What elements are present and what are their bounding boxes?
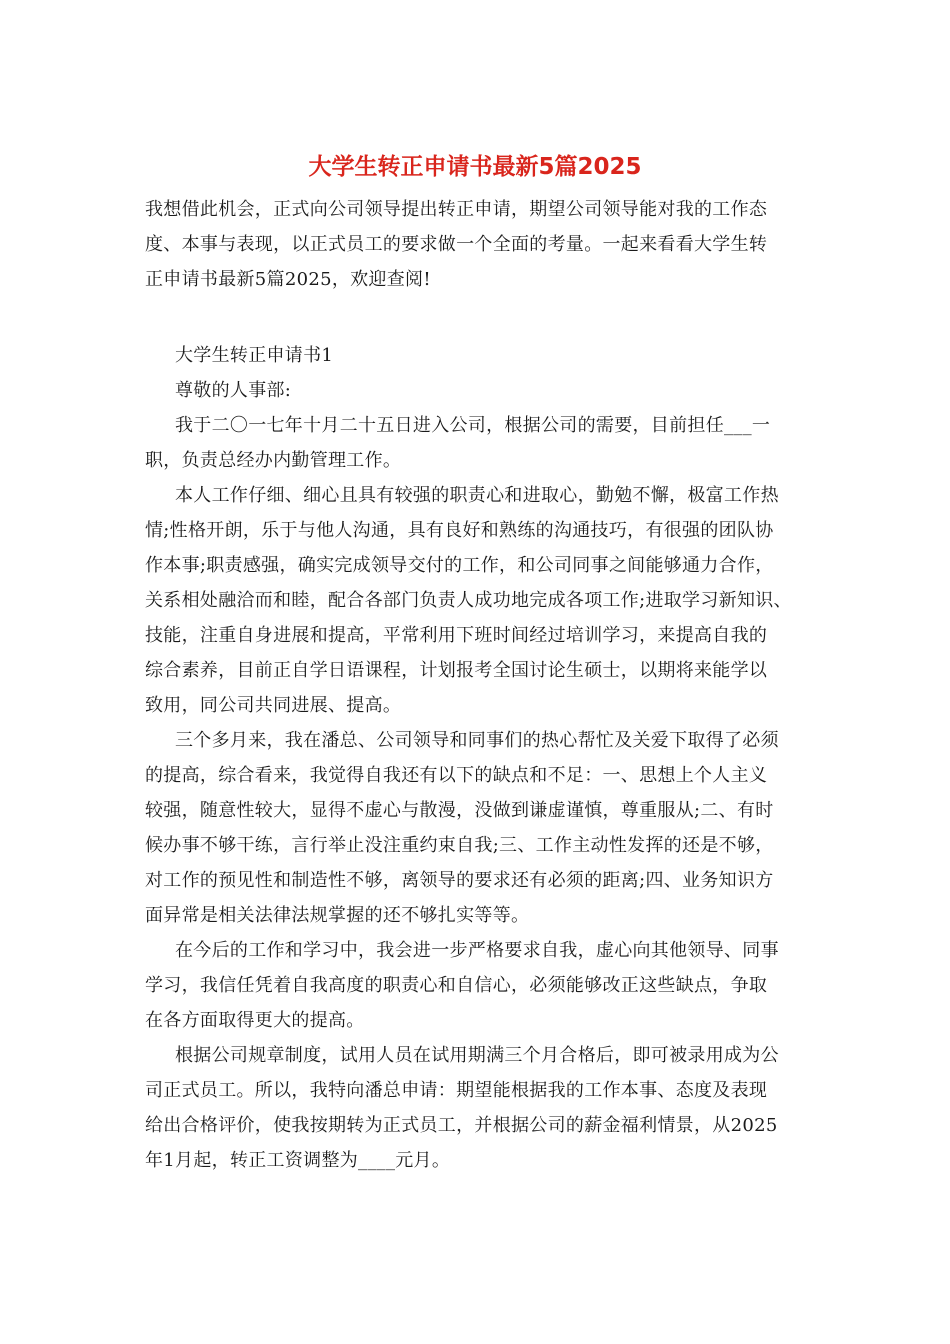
intro-line: 我想借此机会，正式向公司领导提出转正申请，期望公司领导能对我的工作态 xyxy=(145,199,768,220)
intro-line: 度、本事与表现，以正式员工的要求做一个全面的考量。一起来看看大学生转 xyxy=(145,234,768,255)
paragraph-line: 年1月起，转正工资调整为____元月。 xyxy=(145,1150,451,1171)
paragraph-line: 三个多月来，我在潘总、公司领导和同事们的热心帮忙及关爱下取得了必须 xyxy=(175,730,779,751)
letter-paragraph-2 xyxy=(145,478,817,723)
paragraph-line: 本人工作仔细、细心且具有较强的职责心和进取心，勤勉不懈，极富工作热 xyxy=(175,485,779,506)
paragraph-line: 综合素养，目前正自学日语课程，计划报考全国讨论生硕士，以期将来能学以 xyxy=(145,660,768,681)
letter-paragraph-1 xyxy=(145,408,817,478)
paragraph-line: 关系相处融洽而和睦，配合各部门负责人成功地完成各项工作;进取学习新知识、 xyxy=(145,590,792,611)
letter-paragraph-4 xyxy=(145,933,817,1038)
paragraph-line: 较强，随意性较大，显得不虚心与散漫，没做到谦虚谨慎，尊重服从;二、有时 xyxy=(145,800,774,821)
paragraph-line: 情;性格开朗，乐于与他人沟通，具有良好和熟练的沟通技巧，有很强的团队协 xyxy=(145,520,774,541)
paragraph-line: 对工作的预见性和制造性不够，离领导的要求还有必须的距离;四、业务知识方 xyxy=(145,870,774,891)
document-title: 大学生转正申请书最新5篇2025 xyxy=(308,154,642,180)
paragraph-line: 根据公司规章制度，试用人员在试用期满三个月合格后，即可被录用成为公 xyxy=(175,1045,779,1066)
paragraph-line: 学习，我信任凭着自我高度的职责心和自信心，必须能够改正这些缺点，争取 xyxy=(145,975,768,996)
paragraph-line: 司正式员工。所以，我特向潘总申请：期望能根据我的工作本事、态度及表现 xyxy=(145,1080,768,1101)
intro-line: 正申请书最新5篇2025，欢迎查阅! xyxy=(145,269,431,290)
paragraph-line: 面异常是相关法律法规掌握的还不够扎实等等。 xyxy=(145,905,530,926)
paragraph-line: 给出合格评价，使我按期转为正式员工，并根据公司的薪金福利情景，从2025 xyxy=(145,1115,778,1136)
letter-paragraph-5 xyxy=(145,1038,817,1178)
letter-body xyxy=(145,338,817,1178)
section-heading: 大学生转正申请书1 xyxy=(175,345,334,366)
paragraph-line: 在各方面取得更大的提高。 xyxy=(145,1010,365,1031)
intro-paragraph xyxy=(145,192,817,297)
paragraph-line: 职，负责总经办内勤管理工作。 xyxy=(145,450,402,471)
paragraph-line: 致用，同公司共同进展、提高。 xyxy=(145,695,402,716)
paragraph-line: 作本事;职责感强，确实完成领导交付的工作，和公司同事之间能够通力合作， xyxy=(145,555,774,576)
letter-paragraph-3 xyxy=(145,723,817,933)
salutation: 尊敬的人事部: xyxy=(175,380,292,401)
paragraph-line: 技能，注重自身进展和提高，平常利用下班时间经过培训学习，来提高自我的 xyxy=(145,625,768,646)
paragraph-line: 我于二〇一七年十月二十五日进入公司，根据公司的需要，目前担任___一 xyxy=(175,415,771,436)
paragraph-line: 的提高，综合看来，我觉得自我还有以下的缺点和不足：一、思想上个人主义 xyxy=(145,765,768,786)
paragraph-line: 在今后的工作和学习中，我会进一步严格要求自我，虚心向其他领导、同事 xyxy=(175,940,779,961)
paragraph-line: 候办事不够干练，言行举止没注重约束自我;三、工作主动性发挥的还是不够， xyxy=(145,835,774,856)
